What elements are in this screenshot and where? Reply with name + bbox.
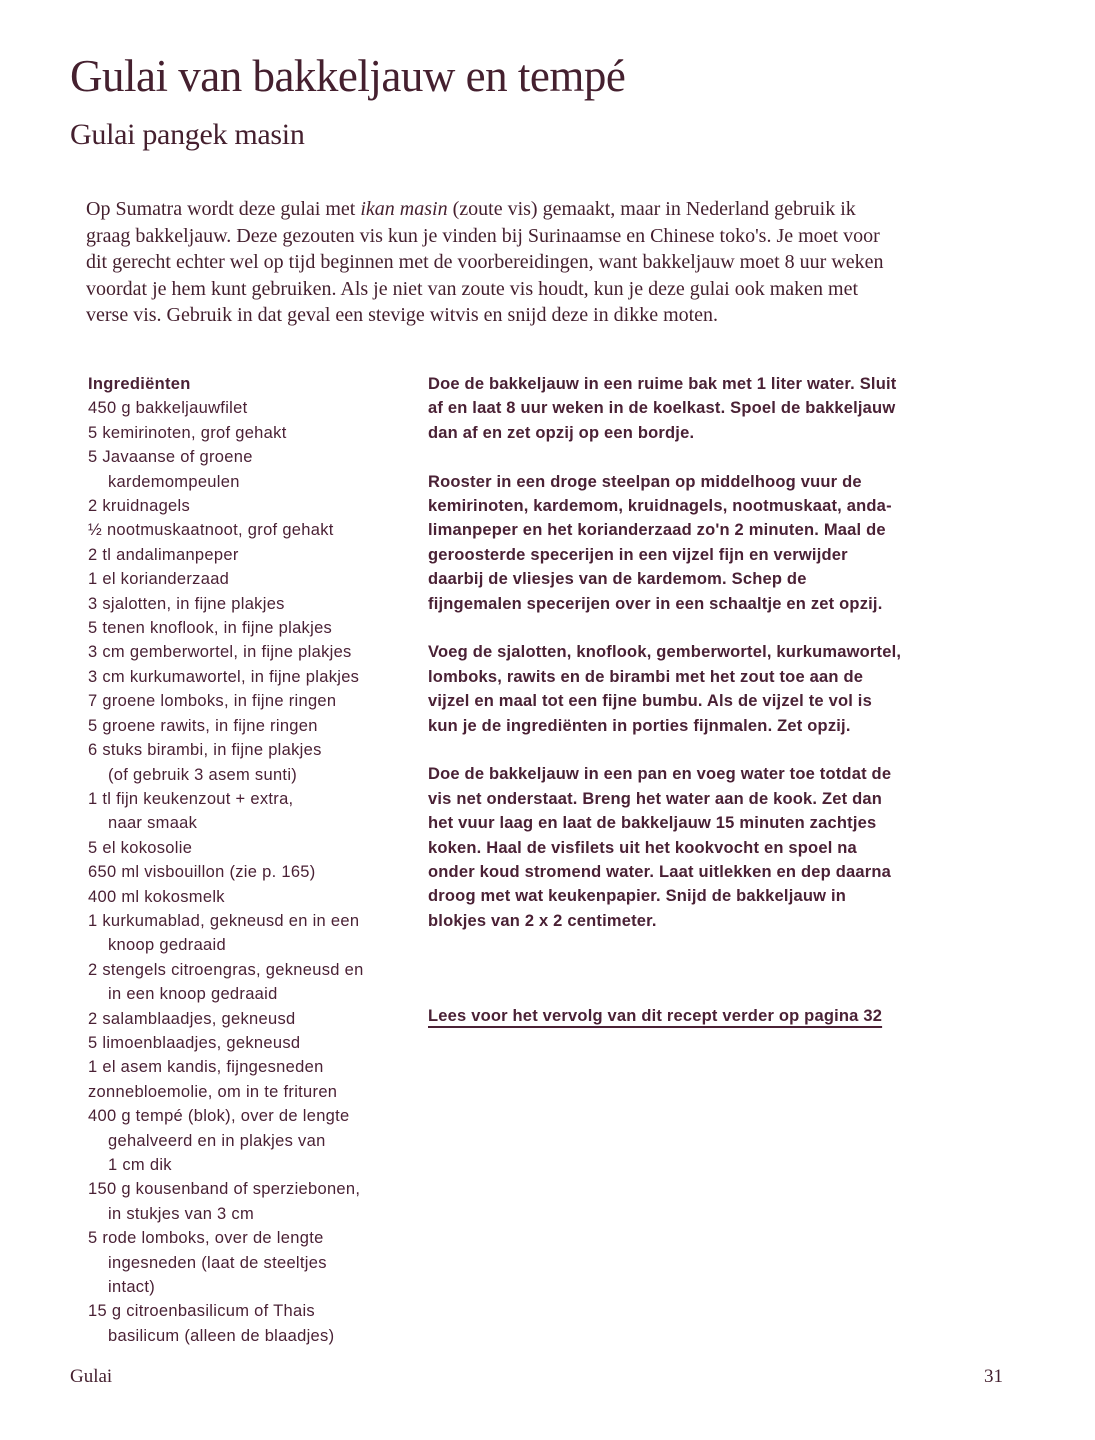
instruction-paragraph: Rooster in een droge steelpan op middelhoog vuur de kemirinoten, kardemom, kruidnagels, nootmuskaat, andalimanpeper en het korianderzaad zo'n 2 minuten. Maal de geroosterde specerijen in een vijzel fijn en verwijder daarbij de vliesjes van de kardemom. Schep de fijngemalen specerijen over in een schaaltje en zet opzij. <box>428 472 892 613</box>
page-title: Gulai van bakkeljauw en tempé <box>70 51 626 101</box>
ingredient-line: 150 g kousenband of sperziebonen, <box>88 1180 361 1199</box>
ingredient-line: in een knoop gedraaid <box>108 985 278 1004</box>
instruction-paragraph: Doe de bakkeljauw in een pan en voeg water toe totdat de vis net onderstaat. Breng het water aan de kook. Zet dan het vuur laag en laat de bakkeljauw 15 minuten zachtjes koken. Haal de visfilets uit het kookvocht en spoel na onder koud stromend water. Laat uitlekken en dep daarna droog met wat keukenpapier. Snijd de bakkeljauw in blokjes van 2 x 2 centimeter. <box>428 765 892 930</box>
instructions-section <box>428 372 902 1028</box>
page-footer <box>70 1366 1003 1388</box>
ingredient-line: 5 Javaanse of groene <box>88 448 253 467</box>
ingredient-line: naar smaak <box>108 814 198 833</box>
ingredients-list <box>88 396 424 1348</box>
ingredient-line: 3 cm kurkumawortel, in fijne plakjes <box>88 667 360 686</box>
ingredient-line: 7 groene lomboks, in fijne ringen <box>88 692 337 711</box>
instructions-paragraphs <box>428 372 902 933</box>
ingredient-line: 5 groene rawits, in fijne ringen <box>88 716 318 735</box>
ingredient-line: 1 el asem kandis, fijngesneden <box>88 1058 324 1077</box>
ingredients-header: Ingrediënten <box>88 375 191 393</box>
intro-paragraph <box>86 196 886 329</box>
ingredient-line: 450 g bakkeljauwfilet <box>88 399 248 418</box>
ingredient-line: 6 stuks birambi, in fijne plakjes <box>88 741 322 760</box>
ingredient-line: 5 tenen knoflook, in fijne plakjes <box>88 619 333 638</box>
ingredient-line: 5 rode lomboks, over de lengte <box>88 1229 324 1248</box>
ingredient-line: (of gebruik 3 asem sunti) <box>108 765 298 784</box>
intro-text-1: Op Sumatra wordt deze gulai met <box>86 198 361 220</box>
ingredient-line: 2 salamblaadjes, gekneusd <box>88 1009 296 1028</box>
ingredient-line: in stukjes van 3 cm <box>108 1204 255 1223</box>
ingredient-line: gehalveerd en in plakjes van <box>108 1131 326 1150</box>
ingredient-line: 5 limoenblaadjes, gekneusd <box>88 1033 301 1052</box>
ingredient-line: ingesneden (laat de steeltjes <box>108 1253 327 1272</box>
instruction-paragraph: Doe de bakkeljauw in een ruime bak met 1 liter water. Sluit af en laat 8 uur weken in de koelkast. Spoel de bakkeljauw dan af en zet opzij op een bordje. <box>428 375 897 442</box>
intro-text-2: (zoute vis) gemaakt, maar in Nederland gebruik ik graag bakkeljauw. Deze gezouten vis kun je vinden bij Surinaamse en Chinese toko's. Je moet voor dit gerecht echter wel op tijd beginnen met de voorbereidingen, want bakkeljauw moet 8 uur weken voordat je hem kunt gebruiken. Als je niet van zoute vis houdt, kun je deze gulai ook maken met verse vis. Gebruik in dat geval een stevige witvis en snijd deze in dikke moten. <box>86 198 884 326</box>
continue-on-page-link[interactable]: Lees voor het vervolg van dit recept verder op pagina 32 <box>428 1006 883 1025</box>
ingredients-section <box>88 372 424 1348</box>
ingredient-line: 1 cm dik <box>108 1156 172 1174</box>
ingredient-line: knoop gedraaid <box>108 936 226 955</box>
ingredient-line: basilicum (alleen de blaadjes) <box>108 1326 335 1345</box>
ingredient-line: 2 tl andalimanpeper <box>88 545 239 564</box>
ingredient-line: 400 g tempé (blok), over de lengte <box>88 1107 350 1126</box>
ingredient-line: 15 g citroenbasilicum of Thais <box>88 1302 315 1321</box>
footer-chapter-label: Gulai <box>70 1366 113 1387</box>
ingredient-line: 2 stengels citroengras, gekneusd en <box>88 960 364 979</box>
ingredient-line: zonnebloemolie, om in te frituren <box>88 1082 338 1101</box>
recipe-subtitle: Gulai pangek masin <box>70 118 305 151</box>
ingredient-line: 400 ml kokosmelk <box>88 887 225 906</box>
ingredient-line: 5 el kokosolie <box>88 838 193 857</box>
ingredient-line: 3 cm gemberwortel, in fijne plakjes <box>88 643 352 662</box>
instruction-paragraph: Voeg de sjalotten, knoflook, gemberwortel, kurkumawortel, lomboks, rawits en de birambi met het zout toe aan de vijzel en maal tot een fijne bumbu. Als de vijzel te vol is kun je de ingrediënten in porties fijnmalen. Zet opzij. <box>428 643 902 735</box>
ingredient-line: kardemompeulen <box>108 472 240 491</box>
ingredient-line: 650 ml visbouillon (zie p. 165) <box>88 863 316 882</box>
ingredient-line: 2 kruidnagels <box>88 497 191 516</box>
ingredient-line: 1 tl fijn keukenzout + extra, <box>88 789 294 808</box>
ingredient-line: 1 el korianderzaad <box>88 570 230 589</box>
ingredient-line: ½ nootmuskaatnoot, grof gehakt <box>88 521 334 540</box>
ingredient-line: 5 kemirinoten, grof gehakt <box>88 423 287 442</box>
ingredient-line: 1 kurkumablad, gekneusd en in een <box>88 911 360 930</box>
intro-italic-term: ikan masin <box>360 198 448 220</box>
ingredient-line: 3 sjalotten, in fijne plakjes <box>88 594 285 613</box>
page-number: 31 <box>984 1366 1003 1387</box>
ingredient-line: intact) <box>108 1278 156 1297</box>
